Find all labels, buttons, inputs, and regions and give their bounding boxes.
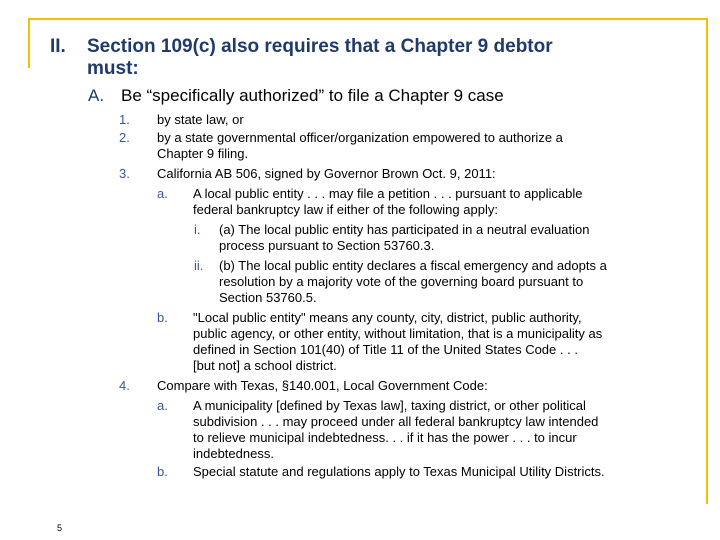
list-item-line: indebtedness.: [193, 446, 274, 461]
page-number: 5: [57, 523, 63, 533]
list-marker: ii.: [194, 258, 204, 273]
list-marker: i.: [194, 222, 201, 237]
list-item-line: process pursuant to Section 53760.3.: [219, 238, 435, 253]
subheading: Be “specifically authorized” to file a Chapter 9 case: [121, 86, 504, 105]
list-item-line: resolution by a majority vote of the governing board pursuant to: [219, 274, 584, 289]
list-item-line: to relieve municipal indebtedness. . . if it has the power . . . to incur: [193, 430, 577, 445]
list-marker: a.: [157, 398, 168, 413]
top-accent-border: [28, 18, 708, 20]
list-item-line: federal bankruptcy law if either of the following apply:: [193, 202, 498, 217]
list-item-line: (a) The local public entity has participated in a neutral evaluation: [219, 222, 590, 237]
list-item-line: Section 53760.5.: [219, 290, 317, 305]
list-item-line: A municipality [defined by Texas law], taxing district, or other political: [193, 398, 586, 413]
list-item-line: California AB 506, signed by Governor Brown Oct. 9, 2011:: [157, 166, 496, 181]
list-marker: 2.: [119, 130, 130, 145]
slide-heading: [87, 36, 687, 80]
heading-line: Section 109(c) also requires that a Chapter 9 debtor: [87, 36, 553, 57]
right-accent-border: [706, 18, 708, 504]
list-marker: a.: [157, 186, 168, 201]
left-accent-border: [28, 18, 30, 68]
list-item-line: by state law, or: [157, 112, 244, 127]
list-item-line: Special statute and regulations apply to Texas Municipal Utility Districts.: [193, 464, 605, 479]
list-marker: 4.: [119, 378, 130, 393]
list-item-line: subdivision . . . may proceed under all federal bankruptcy law intended: [193, 414, 599, 429]
heading-line: must:: [87, 58, 139, 79]
list-item-line: (b) The local public entity declares a fiscal emergency and adopts a: [219, 258, 607, 273]
list-marker: b.: [157, 464, 168, 479]
heading-number: II.: [50, 36, 66, 57]
subheading-marker: A.: [88, 86, 105, 105]
list-item-line: A local public entity . . . may file a petition . . . pursuant to applicable: [193, 186, 583, 201]
list-item-line: defined in Section 101(40) of Title 11 of the United States Code . . .: [193, 342, 578, 357]
list-item-line: Compare with Texas, §140.001, Local Government Code:: [157, 378, 488, 393]
list-item-line: [but not] a school district.: [193, 358, 337, 373]
list-item-line: "Local public entity" means any county, city, district, public authority,: [193, 310, 582, 325]
list-item-line: Chapter 9 filing.: [157, 146, 249, 161]
list-marker: b.: [157, 310, 168, 325]
list-item-line: by a state governmental officer/organization empowered to authorize a: [157, 130, 563, 145]
list-item-line: public agency, or other entity, without limitation, that is a municipality as: [193, 326, 603, 341]
list-marker: 3.: [119, 166, 130, 181]
list-marker: 1.: [119, 112, 130, 127]
